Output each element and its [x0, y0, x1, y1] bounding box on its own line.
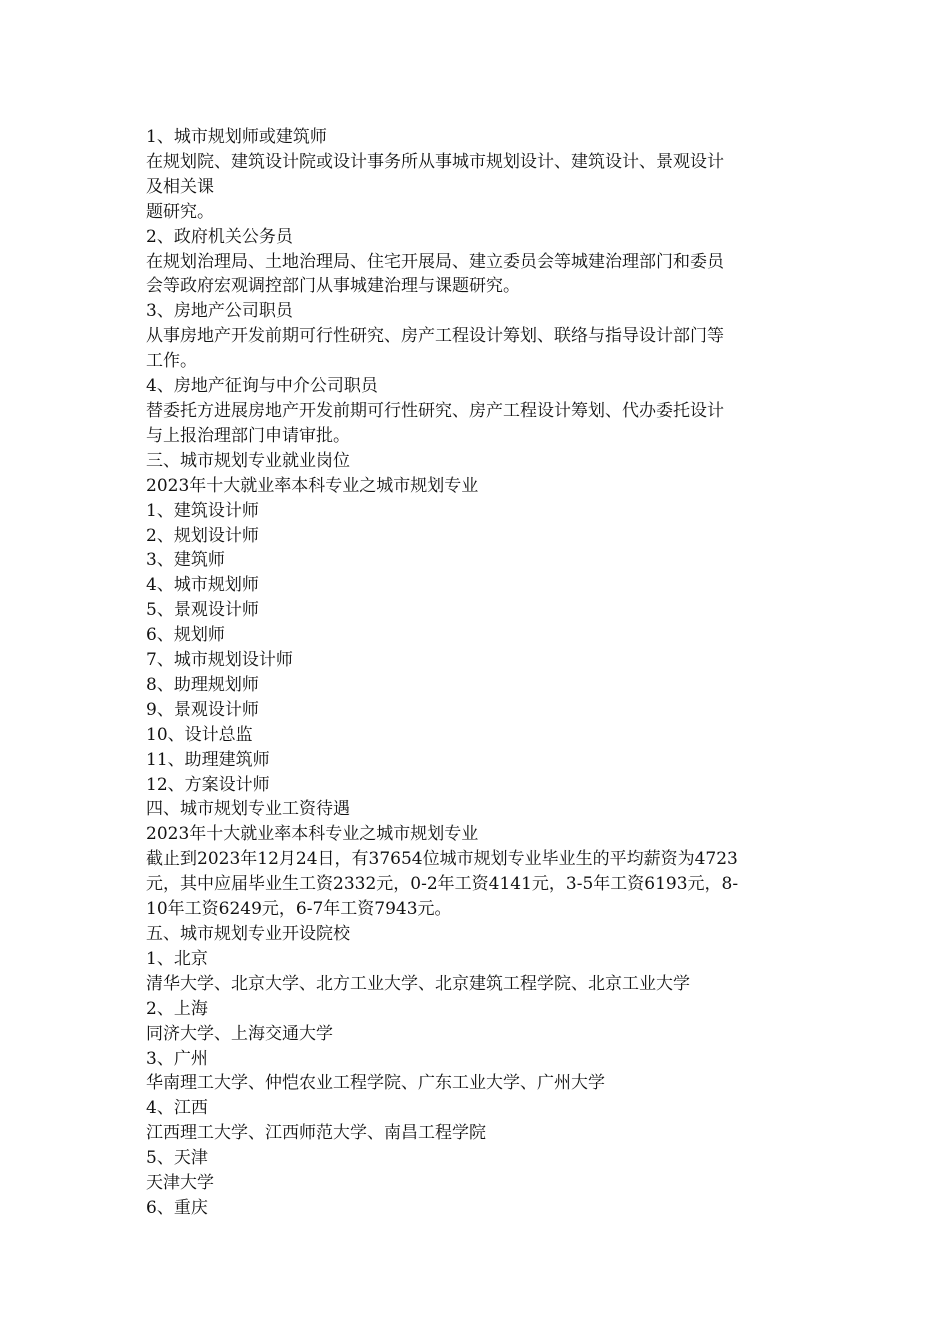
paragraph-line: 在规划治理局、土地治理局、住宅开展局、建立委员会等城建治理部门和委员 — [146, 251, 724, 272]
paragraph-line: 会等政府宏观调控部门从事城建治理与课题研究。 — [146, 276, 520, 297]
subtitle-line: 2023年十大就业率本科专业之城市规划专业 — [146, 475, 479, 496]
school-list: 天津大学 — [146, 1173, 214, 1194]
paragraph-line: 截止到2023年12月24日，有37654位城市规划专业毕业生的平均薪资为4723 — [146, 849, 738, 870]
section-heading-schools: 五、城市规划专业开设院校 — [146, 924, 350, 944]
list-item: 6、规划师 — [146, 625, 225, 646]
subtitle-line: 2023年十大就业率本科专业之城市规划专业 — [146, 824, 479, 845]
list-item: 9、景观设计师 — [146, 699, 259, 720]
school-list: 清华大学、北京大学、北方工业大学、北京建筑工程学院、北京工业大学 — [146, 973, 690, 994]
paragraph-line: 从事房地产开发前期可行性研究、房产工程设计筹划、联络与指导设计部门等 — [146, 326, 724, 347]
list-item: 7、城市规划设计师 — [146, 650, 293, 671]
region-heading: 6、重庆 — [146, 1197, 208, 1218]
region-heading: 1、北京 — [146, 948, 208, 969]
paragraph-line: 替委托方进展房地产开发前期可行性研究、房产工程设计筹划、代办委托设计 — [146, 400, 724, 421]
region-heading: 5、天津 — [146, 1148, 208, 1169]
region-heading: 2、上海 — [146, 998, 208, 1019]
paragraph-line: 题研究。 — [146, 201, 214, 222]
region-heading: 3、广州 — [146, 1048, 208, 1069]
school-list: 江西理工大学、江西师范大学、南昌工程学院 — [146, 1123, 486, 1144]
item-heading-planner-architect: 1、城市规划师或建筑师 — [146, 127, 327, 147]
list-item: 8、助理规划师 — [146, 674, 259, 695]
school-list: 华南理工大学、仲恺农业工程学院、广东工业大学、广州大学 — [146, 1073, 605, 1094]
item-heading-consulting-staff: 4、房地产征询与中介公司职员 — [146, 376, 378, 397]
section-heading-salary: 四、城市规划专业工资待遇 — [146, 799, 350, 820]
paragraph-line: 在规划院、建筑设计院或设计事务所从事城市规划设计、建筑设计、景观设计 — [146, 151, 724, 172]
list-item: 2、规划设计师 — [146, 525, 259, 546]
list-item: 11、助理建筑师 — [146, 749, 270, 770]
list-item: 10、设计总监 — [146, 724, 253, 745]
section-heading-jobs: 三、城市规划专业就业岗位 — [146, 450, 350, 471]
paragraph-line: 元，其中应届毕业生工资2332元，0-2年工资4141元，3-5年工资6193元，8- — [146, 874, 739, 895]
paragraph-line: 工作。 — [146, 351, 197, 372]
list-item: 1、建筑设计师 — [146, 500, 259, 521]
region-heading: 4、江西 — [146, 1098, 208, 1119]
paragraph-line: 与上报治理部门申请审批。 — [146, 425, 350, 446]
paragraph-line: 10年工资6249元，6-7年工资7943元。 — [146, 899, 452, 920]
list-item: 3、建筑师 — [146, 550, 225, 571]
list-item: 12、方案设计师 — [146, 774, 270, 795]
list-item: 5、景观设计师 — [146, 600, 259, 621]
document-body — [146, 125, 806, 1221]
list-item: 4、城市规划师 — [146, 575, 259, 596]
school-list: 同济大学、上海交通大学 — [146, 1023, 333, 1044]
item-heading-civil-servant: 2、政府机关公务员 — [146, 226, 293, 247]
paragraph-line: 及相关课 — [146, 176, 214, 197]
item-heading-real-estate-staff: 3、房地产公司职员 — [146, 301, 293, 322]
